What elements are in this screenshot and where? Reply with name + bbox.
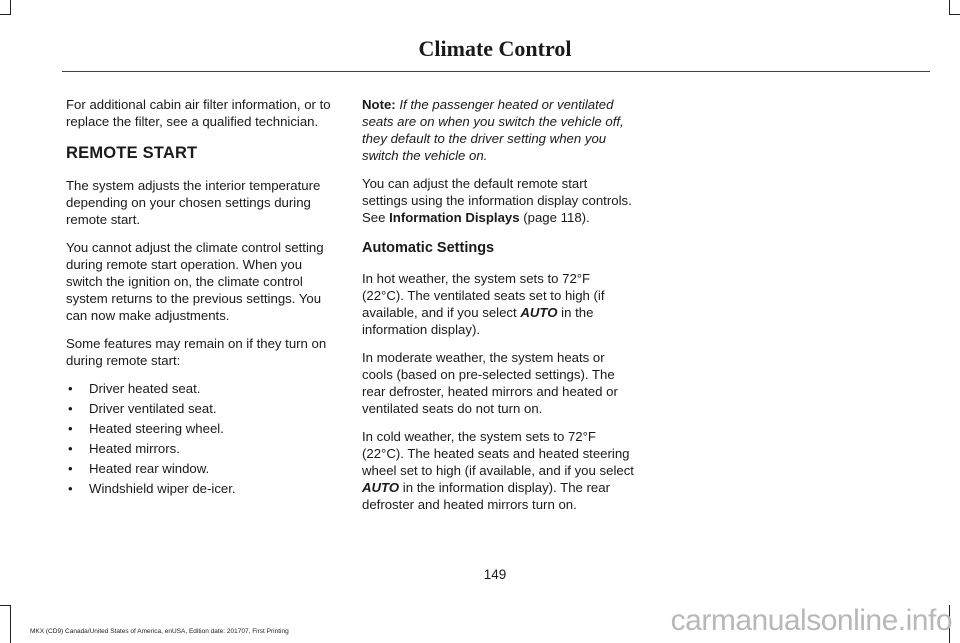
list-item: • Windshield wiper de-icer. — [68, 481, 236, 496]
crop-mark-top-left-h — [0, 14, 11, 15]
remote-start-paragraph-1: The system adjusts the interior temperature depending on your chosen settings during remote start. — [66, 178, 321, 227]
feature-list — [66, 380, 338, 497]
note-text: If the passenger heated or ventilated seats are on when you switch the vehicle off, they default to the driver setting when you switch the vehicle on. — [362, 97, 624, 163]
hot-weather-paragraph: In hot weather, the system sets to 72°F (22°C). The ventilated seats set to high (if available, and if you select AUTO in the information display). — [362, 271, 605, 337]
crop-mark-top-right-h — [949, 14, 960, 15]
list-item: • Heated steering wheel. — [68, 421, 224, 436]
cold-weather-paragraph: In cold weather, the system sets to 72°F (22°C). The heated seats and heated steering wheel set to high (if available, and if you select AUTO in the information display). The rear defroster and heated mirrors turn on. — [362, 429, 634, 512]
left-column — [66, 96, 338, 500]
list-item: • Heated rear window. — [68, 461, 210, 476]
cross-reference-link[interactable]: Information Displays — [389, 210, 520, 225]
remote-start-paragraph-3: Some features may remain on if they turn on during remote start: — [66, 336, 327, 368]
header-divider — [62, 71, 930, 72]
moderate-weather-paragraph: In moderate weather, the system heats or cools (based on pre-selected settings). The rear defroster, heated mirrors and heated or ventilated seats do not turn on. — [362, 350, 618, 416]
bullet-glyph: • — [68, 481, 73, 496]
auto-label: AUTO — [520, 305, 558, 320]
site-watermark: carmanualsonline.info — [670, 604, 952, 637]
crop-mark-top-left-v — [10, 0, 11, 14]
page-title: Climate Control — [418, 36, 572, 61]
crop-mark-bottom-left-v — [10, 605, 11, 643]
note-label: Note: — [362, 97, 396, 112]
right-column — [362, 96, 634, 524]
list-item: • Heated mirrors. — [68, 441, 180, 456]
auto-label: AUTO — [362, 480, 400, 495]
edition-footer: MKX (CD9) Canada/United States of America, enUSA, Edition date: 201707, First Printing — [30, 628, 289, 635]
page-number: 149 — [483, 567, 507, 582]
list-item: • Driver ventilated seat. — [68, 401, 217, 416]
remote-start-paragraph-2: You cannot adjust the climate control setting during remote start operation. When you switch the ignition on, the climate control system returns to the previous settings. You can now make adjustments. — [66, 240, 324, 323]
bullet-glyph: • — [68, 421, 73, 436]
section-heading-automatic-settings: Automatic Settings — [362, 240, 495, 256]
bullet-glyph: • — [68, 401, 73, 416]
bullet-glyph: • — [68, 461, 73, 476]
crop-mark-bottom-left-h — [0, 605, 11, 606]
bullet-glyph: • — [68, 381, 73, 396]
section-heading-remote-start: REMOTE START — [66, 144, 198, 162]
remote-settings-paragraph: You can adjust the default remote start settings using the information display controls. See Information Displays (page 118). — [362, 176, 632, 225]
crop-mark-top-right-v — [949, 0, 950, 14]
note-paragraph — [362, 96, 634, 164]
list-item: • Driver heated seat. — [68, 381, 201, 396]
bullet-glyph: • — [68, 441, 73, 456]
intro-paragraph: For additional cabin air filter information, or to replace the filter, see a qualified technician. — [66, 97, 331, 129]
